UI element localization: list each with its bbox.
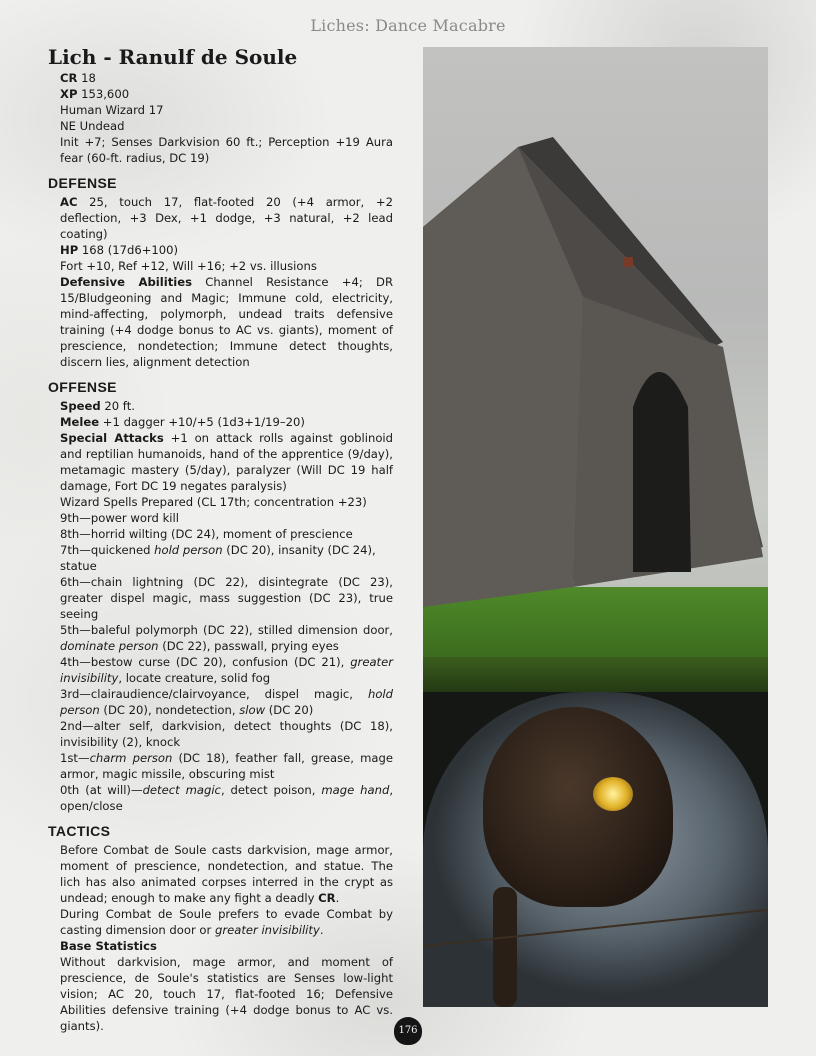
- xp-label: XP: [60, 87, 78, 101]
- spell-level-2: 2nd—alter self, darkvision, detect thoughts (DC 18), invisibility (2), knock: [60, 719, 393, 749]
- hp-value: 168 (17d6+100): [78, 243, 179, 257]
- special-label: Special Attacks: [60, 431, 164, 445]
- spell-text: 0th (at will)—: [60, 783, 143, 797]
- tactics-bold: CR: [318, 891, 336, 905]
- ac-label: AC: [60, 195, 78, 209]
- page-title: Lich - Ranulf de Soule: [48, 45, 298, 69]
- tactics-text: Before Combat de Soule casts darkvision, mage armor, moment of prescience, nondetection, and statue. The lich has also animated corpses interred in the crypt as undead; enough to make any fight a deadly: [60, 843, 393, 905]
- hp-line: [48, 242, 393, 258]
- spell-level-7: [48, 542, 393, 574]
- spell-italic: mage hand: [321, 783, 390, 797]
- melee-value: +1 dagger +10/+5 (1d3+1/19–20): [99, 415, 305, 429]
- tactics-text: .: [319, 923, 324, 937]
- spell-level-3: [48, 686, 393, 718]
- tactics-text: During Combat de Soule prefers to evade Combat by casting dimension door or: [60, 907, 393, 937]
- spell-italic: greater invisibility: [60, 655, 393, 685]
- spell-italic: charm person: [89, 751, 173, 765]
- cr-line: [48, 70, 393, 86]
- page-number: 176: [394, 1017, 422, 1045]
- offense-heading: OFFENSE: [48, 379, 117, 395]
- spell-text: , open/close: [60, 783, 393, 813]
- melee-label: Melee: [60, 415, 100, 429]
- ac-line: [48, 194, 393, 242]
- spell-text: 5th—baleful polymorph (DC 22), stilled dimension door,: [60, 623, 393, 637]
- spell-level-5: [48, 622, 393, 654]
- ac-value: 25, touch 17, flat-footed 20 (+4 armor, +2 deflection, +3 Dex, +1 dodge, +3 natural, +2 lead coating): [60, 195, 393, 241]
- spell-text: 7th—quickened: [60, 543, 155, 557]
- init-line: Init +7; Senses Darkvision 60 ft.; Perception +19 Aura fear (60-ft. radius, DC 19): [60, 135, 393, 165]
- defense-heading: DEFENSE: [48, 175, 117, 191]
- spell-italic: dominate person: [60, 639, 159, 653]
- spell-italic: detect magic: [142, 783, 221, 797]
- xp-line: [48, 86, 393, 102]
- tactics-italic: greater invisibility: [214, 923, 320, 937]
- spell-text: (DC 20), insanity (DC 24), statue: [60, 543, 376, 573]
- special-attacks-line: [48, 430, 393, 494]
- melee-line: [48, 414, 393, 430]
- base-statistics-bold: Base Statistics: [60, 939, 157, 953]
- illustration-panel: [423, 47, 768, 1007]
- spell-text: (DC 20), nondetection,: [99, 703, 240, 717]
- tactics-text: .: [335, 891, 340, 905]
- tactics-heading: TACTICS: [48, 823, 111, 839]
- spells-header: Wizard Spells Prepared (CL 17th; concentration +23): [60, 495, 367, 509]
- spell-text: 1st—: [60, 751, 90, 765]
- spell-italic: hold person: [154, 543, 223, 557]
- alignment-type: NE Undead: [60, 119, 125, 133]
- defensive-label: Defensive Abilities: [60, 275, 193, 289]
- base-statistics-label: [48, 938, 393, 954]
- spell-text: 4th—bestow curse (DC 20), confusion (DC 21),: [60, 655, 351, 669]
- spell-level-9: 9th—power word kill: [60, 511, 179, 525]
- xp-value: 153,600: [77, 87, 130, 101]
- saves-line: Fort +10, Ref +12, Will +16; +2 vs. illusions: [60, 259, 317, 273]
- spell-level-8: 8th—horrid wilting (DC 24), moment of prescience: [60, 527, 353, 541]
- spell-level-0: [48, 782, 393, 814]
- tactics-during-combat: [48, 906, 393, 938]
- spell-text: (DC 20): [265, 703, 314, 717]
- spell-text: (DC 22), passwall, prying eyes: [158, 639, 339, 653]
- defensive-abilities-line: [48, 274, 393, 370]
- spell-text: , locate creature, solid fog: [118, 671, 271, 685]
- running-header: Liches: Dance Macabre: [310, 16, 506, 35]
- speed-label: Speed: [60, 399, 101, 413]
- stat-block-column: [48, 44, 393, 1034]
- speed-line: [48, 398, 393, 414]
- cr-value: 18: [77, 71, 96, 85]
- spell-text: , detect poison,: [220, 783, 322, 797]
- special-value: +1 on attack rolls against goblinoid and reptilian humanoids, hand of the apprentice (9/day), metamagic mastery (5/day), paralyzer (Will DC 19 half damage, Fort DC 19 negates paralysis): [60, 431, 393, 493]
- glowing-eye: [593, 777, 633, 811]
- tactics-before-combat: [48, 842, 393, 906]
- cr-label: CR: [60, 71, 78, 85]
- spell-italic: slow: [239, 703, 266, 717]
- defensive-value: Channel Resistance +4; DR 15/Bludgeoning and Magic; Immune cold, electricity, mind-affecting, polymorph, undead traits defensive training (+4 dodge bonus to AC vs. giants), moment of prescience, nondetection; Immune detect thoughts, discern lies, alignment detection: [60, 275, 393, 369]
- spell-text: (DC 18), feather fall, grease, mage armor, magic missile, obscuring mist: [60, 751, 393, 781]
- skeleton-spine: [493, 887, 517, 1007]
- spell-text: 3rd—clairaudience/clairvoyance, dispel magic,: [60, 687, 368, 701]
- hp-label: HP: [60, 243, 79, 257]
- race-class: Human Wizard 17: [60, 103, 164, 117]
- spell-italic: hold person: [60, 687, 393, 717]
- spell-level-4: [48, 654, 393, 686]
- speed-value: 20 ft.: [100, 399, 135, 413]
- spell-level-6: 6th—chain lightning (DC 22), disintegrate (DC 23), greater dispel magic, mass suggestion (DC 23), true seeing: [60, 575, 393, 621]
- base-statistics-text: Without darkvision, mage armor, and moment of prescience, de Soule's statistics are Senses low-light vision; AC 20, touch 17, flat-footed 16; Defensive Abilities defensive training (+4 dodge bonus to AC vs. giants).: [60, 955, 393, 1033]
- spell-level-1: [48, 750, 393, 782]
- crypt-illustration: [423, 47, 768, 697]
